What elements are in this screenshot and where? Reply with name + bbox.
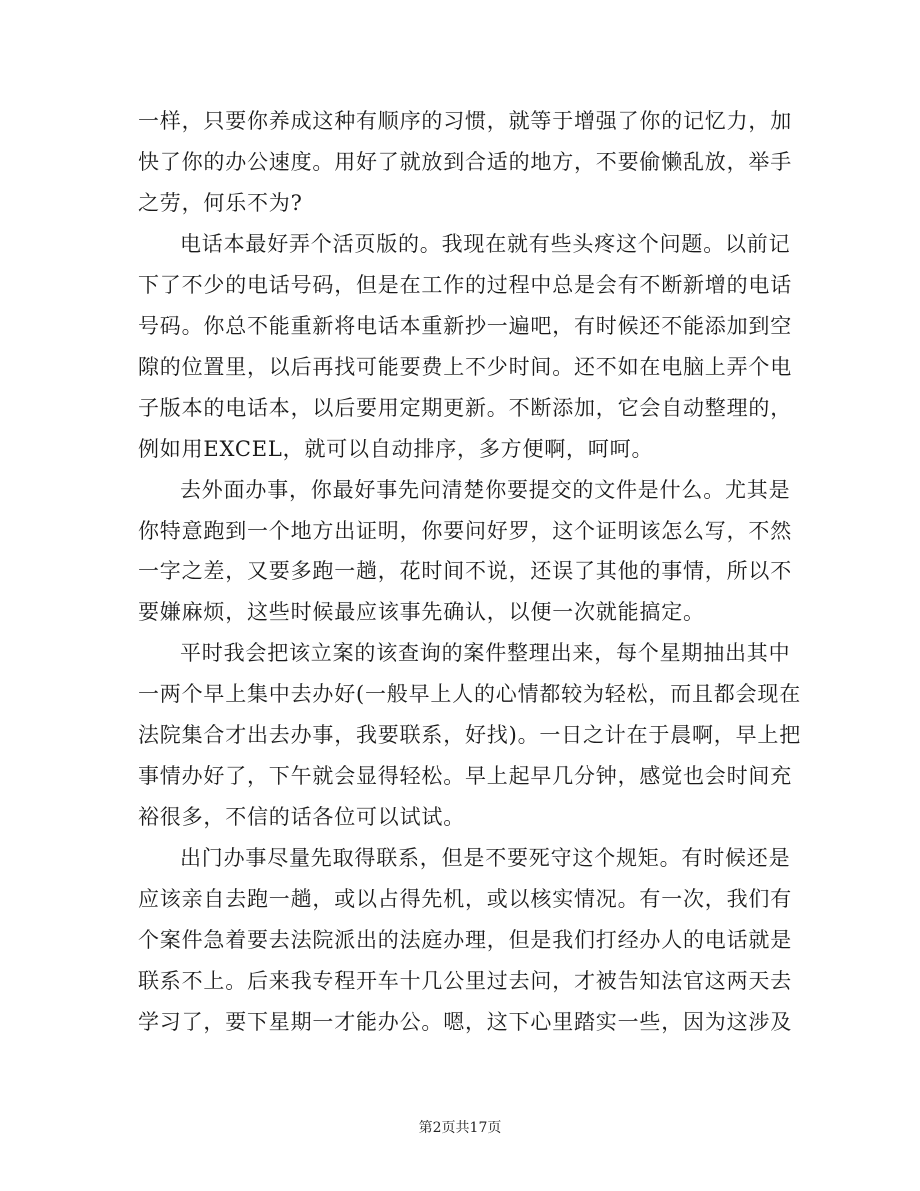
text-line: 你特意跑到一个地方出证明，你要问好罗，这个证明该怎么写，不然 <box>138 519 792 543</box>
text-line: 下了不少的电话号码，但是在工作的过程中总是会有不断新增的电话 <box>138 273 792 297</box>
text-line: 一两个早上集中去办好(一般早上人的心情都较为轻松，而且都会现在 <box>138 682 801 706</box>
text-line: 子版本的电话本，以后要用定期更新。不断添加，它会自动整理的， <box>138 396 792 420</box>
text-line: 联系不上。后来我专程开车十几公里过去问，才被告知法官这两天去 <box>138 969 792 993</box>
paragraph-first-line: 平时我会把该立案的该查询的案件整理出来，每个星期抽出其中 <box>180 641 791 665</box>
text-line: 裕很多，不信的话各位可以试试。 <box>138 805 465 829</box>
text-line: 一字之差，又要多跑一趟，花时间不说，还误了其他的事情，所以不 <box>138 559 792 583</box>
text-line: 一样，只要你养成这种有顺序的习惯，就等于增强了你的记忆力，加 <box>138 109 792 133</box>
text-line: 号码。你总不能重新将电话本重新抄一遍吧，有时候还不能添加到空 <box>138 314 792 338</box>
paragraph-first-line: 去外面办事，你最好事先问清楚你要提交的文件是什么。尤其是 <box>180 478 791 502</box>
paragraph-first-line: 出门办事尽量先取得联系，但是不要死守这个规矩。有时候还是 <box>180 846 791 870</box>
text-line: 要嫌麻烦，这些时候最应该事先确认，以便一次就能搞定。 <box>138 600 705 624</box>
paragraph-first-line: 电话本最好弄个活页版的。我现在就有些头疼这个问题。以前记 <box>180 232 791 256</box>
text-line: 之劳，何乐不为? <box>138 191 303 215</box>
text-line: 学习了，要下星期一才能办公。嗯，这下心里踏实一些，因为这涉及 <box>138 1010 792 1034</box>
text-line: 例如用EXCEL，就可以自动排序，多方便啊，呵呵。 <box>138 437 654 461</box>
text-line: 快了你的办公速度。用好了就放到合适的地方，不要偷懒乱放，举手 <box>138 150 792 174</box>
page-number-footer: 第2页共17页 <box>418 1120 502 1136</box>
text-line: 个案件急着要去法院派出的法庭办理，但是我们打经办人的电话就是 <box>138 928 792 952</box>
text-line: 隙的位置里，以后再找可能要费上不少时间。还不如在电脑上弄个电 <box>138 355 792 379</box>
text-line: 事情办好了，下午就会显得轻松。早上起早几分钟，感觉也会时间充 <box>138 764 792 788</box>
text-line: 法院集合才出去办事，我要联系，好找)。一日之计在于晨啊，早上把 <box>138 723 801 747</box>
text-line: 应该亲自去跑一趟，或以占得先机，或以核实情况。有一次，我们有 <box>138 887 792 911</box>
